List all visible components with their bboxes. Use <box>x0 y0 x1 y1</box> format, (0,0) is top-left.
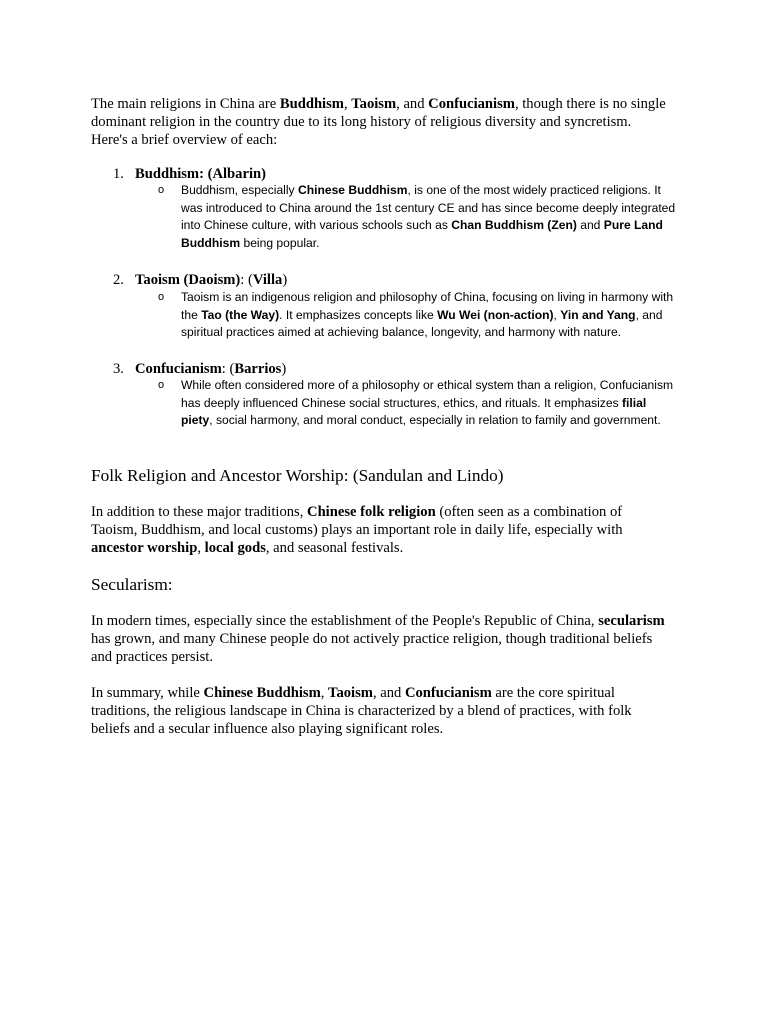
text-run: In modern times, especially since the establishment of the People's Republic of China, <box>91 613 599 629</box>
text-run: has grown, and many Chinese people do not actively practice religion, though traditional beliefs and practices persist. <box>91 631 653 666</box>
description-text <box>181 182 678 253</box>
secularism-paragraph <box>91 612 671 667</box>
list-number: 1. <box>113 166 124 182</box>
bold-term: Chan Buddhism (Zen) <box>451 218 577 233</box>
text-run: are the core spiritual traditions, the religious landscape in China is characterized by a blend of practices, with folk beliefs and a secular influence also playing significant roles. <box>91 685 632 738</box>
bold-term: Chinese folk religion <box>307 504 436 520</box>
bold-term: Yin and Yang <box>560 307 636 322</box>
text-run: , and seasonal festivals. <box>265 540 404 557</box>
intro-bold-confucianism: Confucianism <box>428 96 515 112</box>
text-run: In addition to these major traditions, <box>91 504 308 520</box>
intro-bold-buddhism: Buddhism <box>279 96 344 112</box>
list-item-author: Barrios <box>234 361 282 377</box>
text-run: (often seen as a combination of Taoism, Buddhism, and local customs) plays an important role in daily life, especially with <box>91 504 623 539</box>
description-text <box>181 289 678 342</box>
intro-text: The main religions in China are <box>91 96 280 112</box>
bold-term: ancestor worship <box>91 540 198 557</box>
bold-term: Taoism <box>328 685 373 701</box>
bold-term: Wu Wei (non-action) <box>437 307 554 322</box>
intro-text: , though there is no single dominant religion in the country due to its long history of religious diversity and syncretism. Here's a brief overview of each: <box>91 96 666 149</box>
description-text <box>181 377 678 430</box>
intro-bold-taoism: Taoism <box>351 96 397 112</box>
intro-text: , <box>343 96 352 112</box>
list-number: 2. <box>113 272 124 288</box>
title-close: ) <box>281 361 287 377</box>
title-close: ) <box>282 272 288 288</box>
text-run: , and <box>372 685 405 701</box>
text-run: , <box>320 685 329 701</box>
list-item-buddhism-heading <box>113 165 266 183</box>
intro-text: , and <box>396 96 429 112</box>
list-item-confucianism-heading <box>113 360 286 378</box>
list-item-taoism-description <box>158 289 678 342</box>
text-run: , <box>197 540 205 557</box>
summary-paragraph <box>91 684 671 739</box>
list-item-taoism-heading <box>113 271 287 289</box>
folk-religion-heading: Folk Religion and Ancestor Worship: (Sandulan and Lindo) <box>91 466 504 485</box>
intro-paragraph <box>91 95 671 150</box>
list-item-title: Taoism (Daoism) <box>135 272 241 288</box>
bullet-icon: o <box>158 379 165 391</box>
bold-term: filial piety <box>181 395 647 428</box>
bold-term: Tao (the Way) <box>201 307 280 322</box>
list-item-confucianism-description <box>158 377 678 430</box>
bullet-icon: o <box>158 291 165 303</box>
text-run: , social harmony, and moral conduct, especially in relation to family and government. <box>209 413 661 428</box>
text-run: While often considered more of a philosophy or ethical system than a religion, Confucianism has deeply influenced Chinese social structures, ethics, and rituals. It emphasizes <box>181 378 674 410</box>
bold-term: local gods <box>204 540 266 557</box>
bold-term: secularism <box>598 613 665 629</box>
folk-religion-paragraph <box>91 503 671 558</box>
bold-term: Confucianism <box>404 685 492 701</box>
title-separator: : ( <box>240 272 253 288</box>
bold-term: Chinese Buddhism <box>203 685 321 701</box>
bullet-icon: o <box>158 184 165 196</box>
bold-term: Pure Land Buddhism <box>181 218 663 251</box>
text-run: In summary, while <box>91 685 204 701</box>
list-item-author: Villa <box>252 272 283 288</box>
text-run: Buddhism, especially <box>181 183 298 197</box>
text-run: , is one of the most widely practiced religions. It was introduced to China around the 1st century CE and has since become deeply integrated into Chinese culture, with various schools such as <box>181 183 676 233</box>
list-item-buddhism-description <box>158 182 678 253</box>
list-number: 3. <box>113 361 124 377</box>
bold-term: Chinese Buddhism <box>297 183 408 197</box>
text-run: , <box>553 307 561 322</box>
text-run: being popular. <box>240 236 320 251</box>
list-item-title: Confucianism <box>135 361 222 377</box>
secularism-heading: Secularism: <box>91 575 173 594</box>
list-item-title: Buddhism: (Albarin) <box>135 166 266 182</box>
text-run: . It emphasizes concepts like <box>279 307 438 322</box>
text-run: , and spiritual practices aimed at achieving balance, longevity, and harmony with nature. <box>181 307 663 340</box>
text-run: Taoism is an indigenous religion and philosophy of China, focusing on living in harmony with the <box>181 290 674 322</box>
title-separator: : ( <box>221 361 235 377</box>
text-run: and <box>576 218 604 233</box>
